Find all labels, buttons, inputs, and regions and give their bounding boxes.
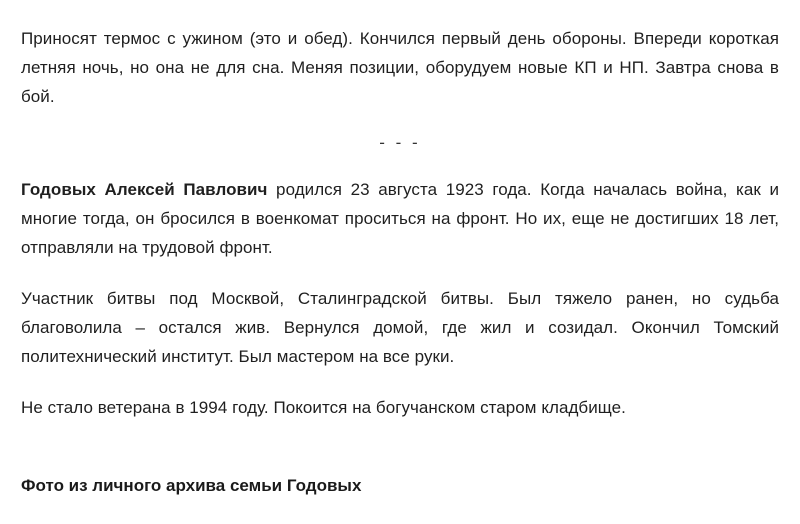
person-name: Годовых Алексей Павлович [21, 180, 268, 199]
paragraph-death: Не стало ветерана в 1994 году. Покоится на богучанском старом кладбище. [21, 398, 626, 417]
paragraph-evening: Приносят термос с ужином (это и обед). Кончился первый день обороны. Впереди короткая летняя ночь, но она не для сна. Меняя позиции, оборудуем новые КП и НП. Завтра снова в бой. [21, 29, 779, 106]
paragraph-biography [21, 175, 779, 262]
article-body [21, 24, 779, 498]
paragraph-war-service: Участник битвы под Москвой, Сталинградской битвы. Был тяжело ранен, но судьба благоволила – остался жив. Вернулся домой, где жил и созидал. Окончил Томский политехнический институт. Был мастером на все руки. [21, 289, 779, 366]
section-separator: - - - [379, 133, 421, 152]
photo-caption: Фото из личного архива семьи Годовых [21, 476, 362, 495]
biography-text: родился 23 августа 1923 года. Когда началась война, как и многие тогда, он бросился в военкомат проситься на фронт. Но их, еще не достигших 18 лет, отправляли на трудовой фронт. [21, 180, 779, 257]
